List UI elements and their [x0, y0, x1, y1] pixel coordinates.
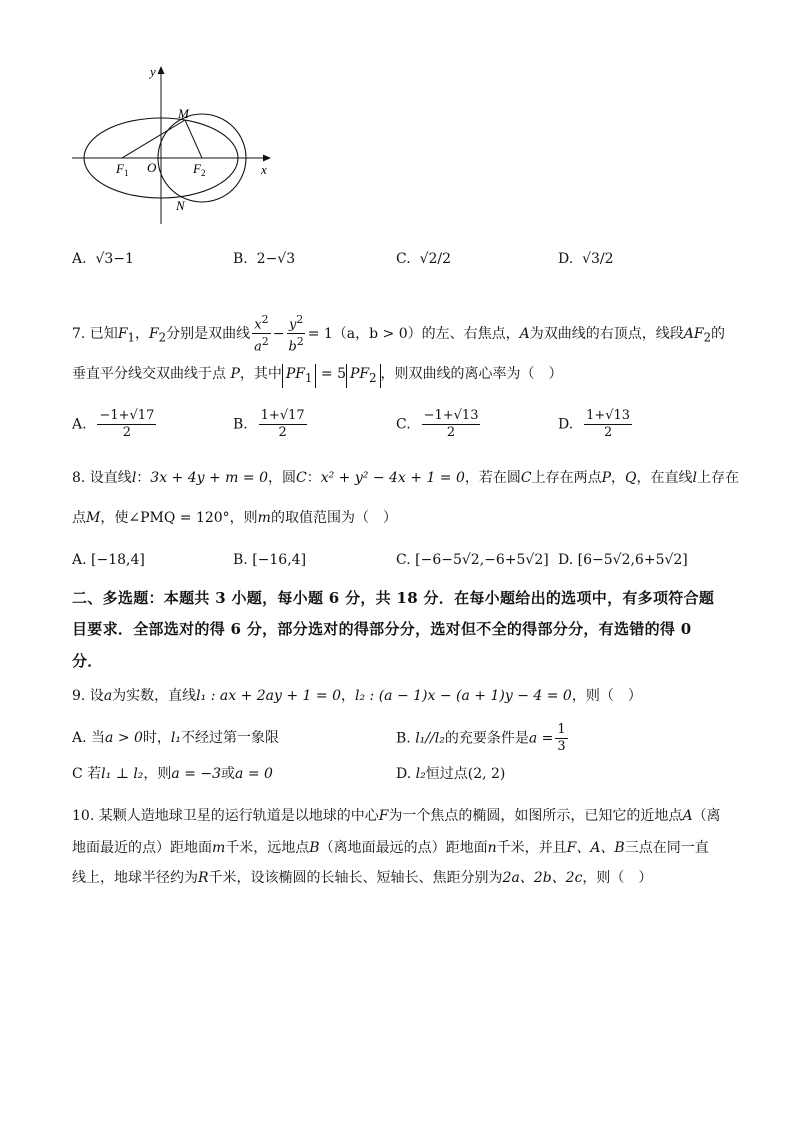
q6-option-c-value: √2/2: [419, 251, 452, 267]
segment-m-f2: [185, 120, 202, 158]
q8-option-b[interactable]: B. [−16,4]: [233, 552, 307, 568]
q6-option-d[interactable]: D. √3/2: [558, 251, 614, 267]
x-axis-arrow: [263, 155, 271, 162]
section2-line2: 目要求．全部选对的得 6 分，部分选对的得部分分，选对但不全的得部分分，有选错的得 0: [72, 620, 692, 638]
q6-option-c[interactable]: C. √2/2: [396, 251, 452, 267]
label-f1: $F_1$: [116, 161, 129, 178]
label-y: y: [150, 64, 156, 79]
q6-option-a-value: √3−1: [95, 251, 134, 267]
q6-option-a[interactable]: A. √3−1: [72, 251, 134, 267]
q10-line1: 10. 某颗人造地球卫星的运行轨道是以地球的中心F为一个焦点的椭圆，如图所示，已知它的近地点A（离: [72, 808, 721, 824]
segment-f1-m: [122, 120, 185, 158]
section2-line3: 分．: [72, 652, 103, 670]
q8-option-a[interactable]: A. [−18,4]: [72, 552, 145, 568]
ellipse-circle-figure: [66, 62, 280, 230]
q8-line1: 8. 设直线l：3x + 4y + m = 0，圆C：x² + y² − 4x + 1 = 0，若在圆C上存在两点P，Q，在直线l上存在: [72, 470, 739, 486]
label-o: O: [147, 160, 157, 175]
q9-option-d[interactable]: D. l₂恒过点(2, 2): [396, 766, 506, 782]
section2-line1: 二、多选题：本题共 3 小题，每小题 6 分，共 18 分．在每小题给出的选项中，有多项符合题: [72, 589, 715, 607]
label-m: M: [178, 106, 189, 121]
q10-line3: 线上，地球半径约为R千米，设该椭圆的长轴长、短轴长、焦距分别为2a、2b、2c，则（ ）: [72, 870, 653, 886]
label-f2: $F_2$: [193, 161, 206, 178]
q8-line2: 点M，使∠PMQ = 120°，则m的取值范围为（ ）: [72, 510, 397, 526]
q7-option-b[interactable]: B. $\frac{1+√17}{2}$: [233, 408, 305, 440]
q8-option-c[interactable]: C. [−6−5√2,−6+5√2]: [396, 552, 549, 568]
q7-option-d[interactable]: D. $\frac{1+√13}{2}$: [558, 408, 631, 440]
q7-option-a[interactable]: A. $\frac{-1+√17}{2}$: [72, 408, 155, 440]
q7-line1: 7. 已知$F_1$，$F_2$分别是双曲线 $\frac{x^2}{a^2}$ − $\frac{y^2}{b^2}$ = 1（a，b > 0）的左、右焦点，A为双曲线的右顶点，线段$AF_2$的: [72, 313, 726, 355]
label-n: N: [176, 198, 185, 213]
q9-option-c[interactable]: C 若l₁ ⊥ l₂，则a = −3或a = 0: [72, 766, 273, 782]
y-axis-arrow: [158, 66, 165, 74]
q10-line2: 地面最近的点）距地面m千米，远地点B（离地面最远的点）距地面n千米，并且F、A、B三点在同一直: [72, 840, 709, 856]
q8-option-d[interactable]: D. [6−5√2,6+5√2]: [558, 552, 688, 568]
q9-option-a[interactable]: A. 当a > 0时，l₁不经过第一象限: [72, 730, 279, 746]
q6-option-b[interactable]: B. 2−√3: [233, 251, 296, 267]
q6-option-d-value: √3/2: [582, 251, 614, 267]
label-x: x: [261, 162, 267, 177]
q9-stem: 9. 设a为实数，直线l₁ : ax + 2ay + 1 = 0，l₂ : (a − 1)x − (a + 1)y − 4 = 0，则（ ）: [72, 688, 642, 704]
q9-option-b[interactable]: B. l₁//l₂的充要条件是a = $\frac{1}{3}$: [396, 722, 566, 754]
q7-option-c[interactable]: C. $\frac{-1+√13}{2}$: [396, 408, 479, 440]
q6-option-b-value: 2−√3: [256, 251, 296, 267]
q7-line2: 垂直平分线交双曲线于点 P，其中 $PF_1 = 5$ $PF_2$ ，则双曲线的离心率为（ ）: [72, 364, 563, 388]
